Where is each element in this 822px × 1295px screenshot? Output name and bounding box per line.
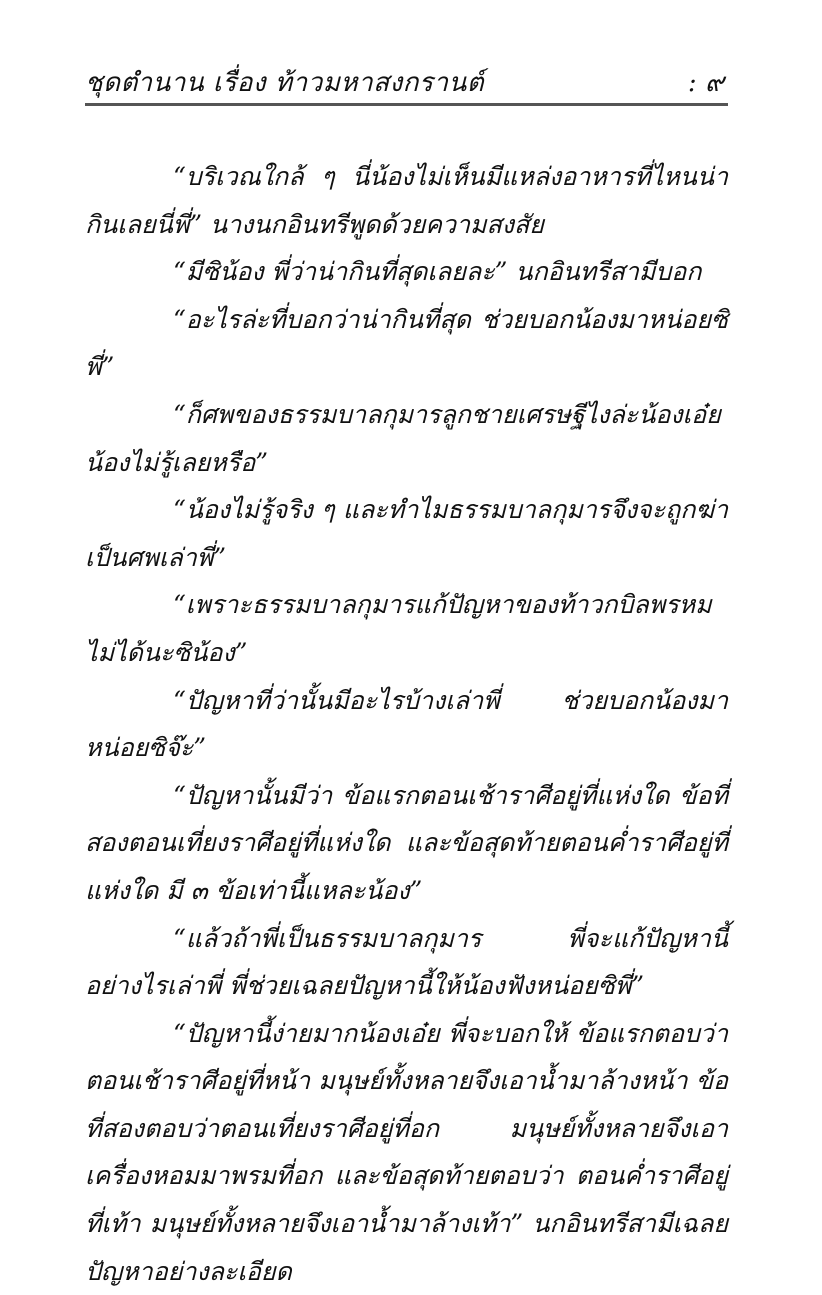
- paragraph: “อะไรล่ะที่บอกว่าน่ากินที่สุด ช่วยบอกน้องมาหน่อยซิพี่”: [85, 304, 728, 382]
- book-title: ชุดตำนาน เรื่อง ท้าวมหาสงกรานต์: [85, 68, 485, 98]
- header-divider: [85, 103, 728, 106]
- paragraph: “น้องไม่รู้จริง ๆ และทำไมธรรมบาลกุมารจึงจะถูกฆ่าเป็นศพเล่าพี่”: [85, 495, 728, 572]
- page-number: : ๙: [687, 68, 724, 98]
- page-header: [85, 58, 728, 102]
- paragraph: “เพราะธรรมบาลกุมารแก้ปัญหาของท้าวกบิลพรหมไม่ได้นะซิน้อง”: [85, 590, 712, 667]
- paragraph: “ปัญหาที่ว่านั้นมีอะไรบ้างเล่าพี่ ช่วยบอกน้องมาหน่อยซิจ๊ะ”: [85, 685, 728, 763]
- paragraph: “แล้วถ้าพี่เป็นธรรมบาลกุมาร พี่จะแก้ปัญหานี้อย่างไรเล่าพี่ พี่ช่วยเฉลยปัญหานี้ให้น้องฟังหน่อยซิพี่”: [85, 923, 728, 1001]
- paragraph: “มีซิน้อง พี่ว่าน่ากินที่สุดเลยละ” นกอินทรีสามีบอก: [173, 257, 702, 287]
- paragraph: “บริเวณใกล้ ๆ นี่น้องไม่เห็นมีแหล่งอาหารที่ไหนน่ากินเลยนี่พี่” นางนกอินทรีพูดด้วยความสงสัย: [85, 162, 728, 239]
- paragraph: “ปัญหานี้ง่ายมากน้องเอ๋ย พี่จะบอกให้ ข้อแรกตอบว่า ตอนเช้าราศีอยู่ที่หน้า มนุษย์ทั้งหลายจึงเอาน้ำมาล้างหน้า ข้อที่สองตอบว่าตอนเที่ยงราศีอยู่ที่อก มนุษย์ทั้งหลายจึงเอาเครื่องหอมมาพรมที่อก และข้อสุดท้ายตอบว่า ตอนค่ำราศีอยู่ที่เท้า มนุษย์ทั้งหลายจึงเอาน้ำมาล้างเท้า” นกอินทรีสามีเฉลยปัญหาอย่างละเอียด: [85, 1018, 728, 1286]
- story-text: [85, 153, 728, 1295]
- paragraph: “ปัญหานั้นมีว่า ข้อแรกตอนเช้าราศีอยู่ที่แห่งใด ข้อที่สองตอนเที่ยงราศีอยู่ที่แห่งใด และข้อสุดท้ายตอนค่ำราศีอยู่ที่แห่งใด มี ๓ ข้อเท่านี้แหละน้อง”: [85, 780, 728, 905]
- paragraph: “ก็ศพของธรรมบาลกุมารลูกชายเศรษฐีไงล่ะน้องเอ๋ย น้องไม่รู้เลยหรือ”: [85, 399, 721, 477]
